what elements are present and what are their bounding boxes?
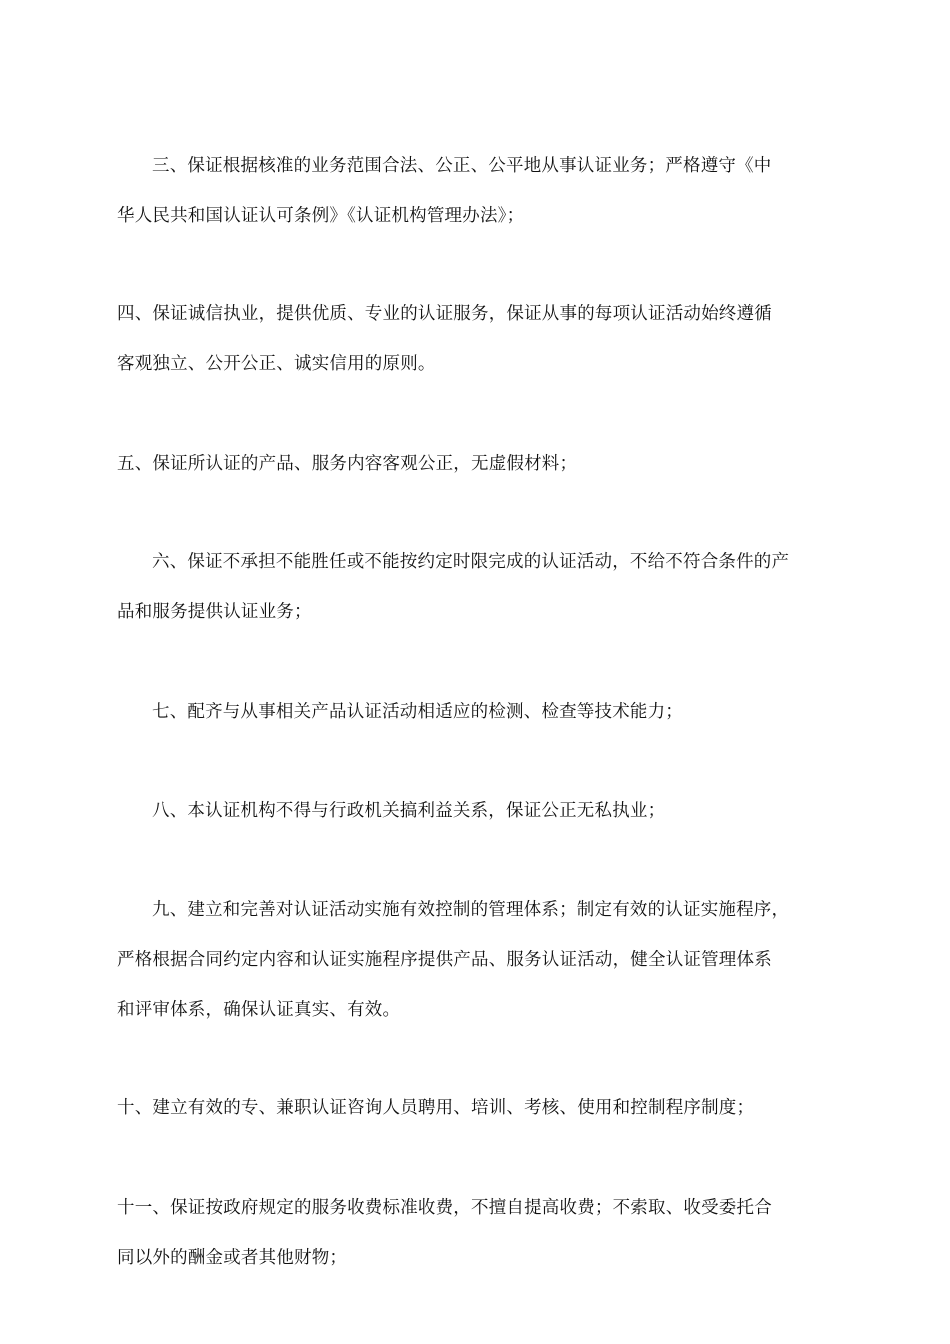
- clause-6-line-1: 六、保证不承担不能胜任或不能按约定时限完成的认证活动，不给不符合条件的产: [152, 552, 790, 572]
- clause-3-line-2: 华人民共和国认证认可条例》《认证机构管理办法》；: [117, 206, 525, 226]
- clause-3-line-1: 三、保证根据核准的业务范围合法、公正、公平地从事认证业务；严格遵守《中: [152, 156, 772, 176]
- clause-8-line-1: 八、本认证机构不得与行政机关搞利益关系，保证公正无私执业；: [152, 801, 666, 821]
- clause-11-line-2: 同以外的酬金或者其他财物；: [117, 1248, 348, 1268]
- clause-9-line-1: 九、建立和完善对认证活动实施有效控制的管理体系；制定有效的认证实施程序，: [152, 900, 790, 920]
- clause-9-line-2: 严格根据合同约定内容和认证实施程序提供产品、服务认证活动，健全认证管理体系: [117, 950, 772, 970]
- clause-9-line-3: 和评审体系，确保认证真实、有效。: [117, 1000, 401, 1020]
- clause-4-line-1: 四、保证诚信执业，提供优质、专业的认证服务，保证从事的每项认证活动始终遵循: [117, 304, 772, 324]
- clause-6-line-2: 品和服务提供认证业务；: [117, 602, 312, 622]
- clause-4-line-2: 客观独立、公开公正、诚实信用的原则。: [117, 354, 436, 374]
- clause-5-line-1: 五、保证所认证的产品、服务内容客观公正，无虚假材料；: [117, 454, 578, 474]
- clause-11-line-1: 十一、保证按政府规定的服务收费标准收费，不擅自提高收费；不索取、收受委托合: [117, 1198, 772, 1218]
- clause-7-line-1: 七、配齐与从事相关产品认证活动相适应的检测、检查等技术能力；: [152, 702, 683, 722]
- clause-10-line-1: 十、建立有效的专、兼职认证咨询人员聘用、培训、考核、使用和控制程序制度；: [117, 1098, 755, 1118]
